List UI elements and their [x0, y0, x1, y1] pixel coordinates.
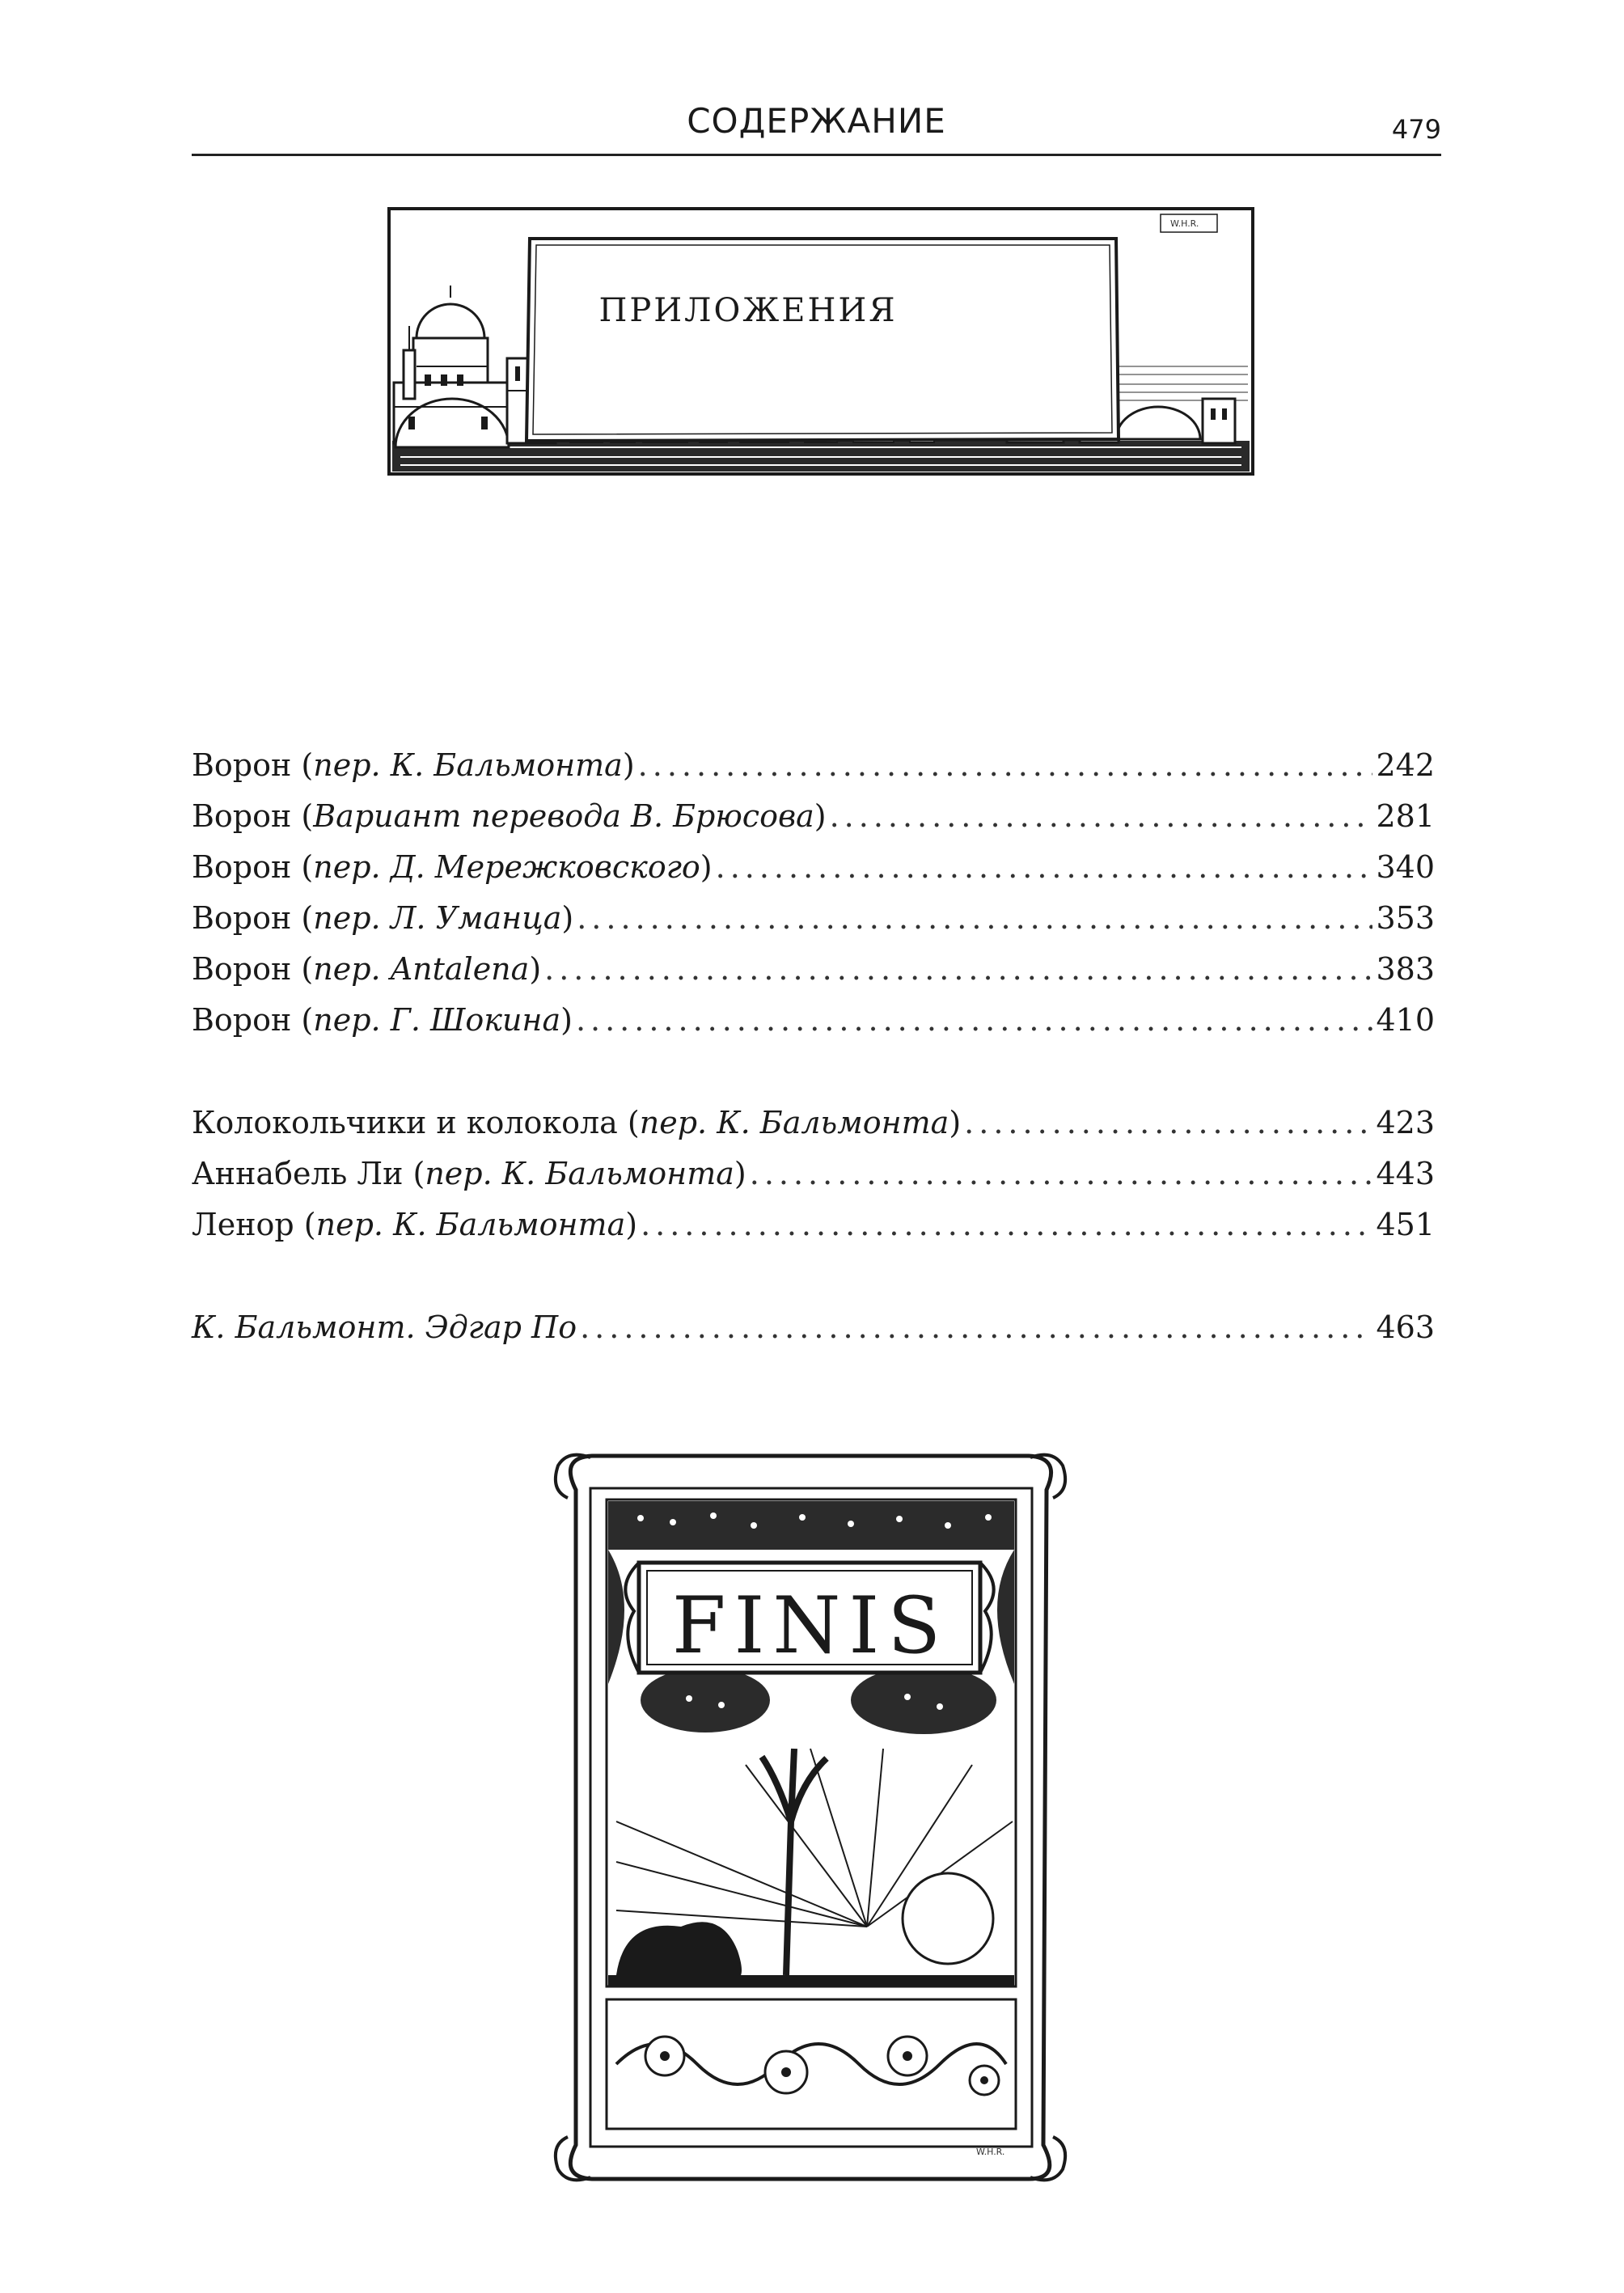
toc-entry-page: 443	[1376, 1156, 1435, 1191]
toc-entry-close: )	[625, 1207, 638, 1242]
toc-entry-close: )	[622, 747, 635, 783]
toc-entry-close: )	[814, 798, 827, 834]
toc-entry-title: Ворон (	[192, 900, 314, 936]
toc-entry[interactable]	[192, 1149, 1435, 1199]
running-title: СОДЕРЖАНИЕ	[687, 101, 946, 141]
toc-entry-page: 423	[1376, 1105, 1435, 1140]
dot-leader	[641, 1199, 1372, 1250]
toc-entry[interactable]	[192, 1098, 1435, 1149]
dot-leader	[580, 1302, 1372, 1353]
toc-group-raven	[192, 740, 1435, 1046]
toc-entry-close: )	[734, 1156, 746, 1191]
toc-entry-page: 383	[1376, 951, 1435, 987]
finis-illustration	[543, 1441, 1077, 2194]
toc-entry-page: 242	[1376, 747, 1435, 783]
table-of-contents	[192, 740, 1435, 1353]
toc-group-poems	[192, 1098, 1435, 1250]
toc-entry[interactable]	[192, 1302, 1435, 1353]
toc-entry-page: 451	[1376, 1207, 1435, 1242]
toc-entry-translator: пер. Antalena	[313, 951, 530, 987]
toc-entry[interactable]	[192, 995, 1435, 1046]
section-title: ПРИЛОЖЕНИЯ	[598, 292, 898, 329]
finis-word: FINIS	[671, 1580, 949, 1671]
toc-entry[interactable]	[192, 893, 1435, 944]
toc-entry-title: Аннабель Ли (	[192, 1156, 425, 1191]
toc-entry[interactable]	[192, 740, 1435, 791]
toc-entry-title: Колокольчики и колокола (	[192, 1105, 640, 1140]
toc-entry-translator: Вариант перевода В. Брюсова	[313, 798, 814, 834]
toc-entry-translator: пер. Л. Уманца	[313, 900, 562, 936]
toc-entry-page: 281	[1376, 798, 1435, 834]
toc-entry-title: Ленор (	[192, 1207, 316, 1242]
toc-entry-translator: пер. Г. Шокина	[313, 1002, 561, 1038]
toc-group-essay	[192, 1302, 1435, 1353]
toc-entry-close: )	[949, 1105, 962, 1140]
toc-entry-title: Ворон (	[192, 798, 314, 834]
toc-entry[interactable]	[192, 944, 1435, 995]
toc-entry-translator: пер. К. Бальмонта	[315, 1207, 626, 1242]
tailpiece-artist-monogram: W.H.R.	[976, 2147, 1005, 2157]
dot-leader	[750, 1149, 1373, 1199]
toc-entry-page: 340	[1376, 849, 1435, 885]
toc-entry-page: 410	[1376, 1002, 1435, 1038]
toc-entry-translator: пер. Д. Мережковского	[313, 849, 700, 885]
dot-leader	[964, 1098, 1372, 1149]
toc-entry-title: К. Бальмонт. Эдгар По	[192, 1309, 577, 1345]
section-headpiece	[384, 205, 1259, 481]
toc-entry[interactable]	[192, 842, 1435, 893]
toc-entry-close: )	[560, 1002, 573, 1038]
toc-entry-title: Ворон (	[192, 849, 314, 885]
toc-entry-translator: пер. К. Бальмонта	[639, 1105, 949, 1140]
dot-leader	[830, 791, 1373, 842]
city-panorama-illustration	[384, 205, 1259, 481]
dot-leader	[544, 944, 1372, 995]
toc-entry-title: Ворон (	[192, 951, 314, 987]
toc-entry-translator: пер. К. Бальмонта	[313, 747, 623, 783]
finis-tailpiece	[543, 1441, 1077, 2194]
dot-leader	[716, 842, 1373, 893]
page-number: 479	[1391, 114, 1441, 145]
toc-entry-translator: пер. К. Бальмонта	[425, 1156, 734, 1191]
toc-entry-page: 463	[1376, 1309, 1435, 1345]
dot-leader	[638, 740, 1373, 791]
toc-entry-close: )	[700, 849, 713, 885]
toc-entry[interactable]	[192, 791, 1435, 842]
toc-entry[interactable]	[192, 1199, 1435, 1250]
running-header	[192, 93, 1441, 156]
dot-leader	[577, 893, 1372, 944]
toc-entry-close: )	[529, 951, 542, 987]
toc-entry-close: )	[561, 900, 574, 936]
headpiece-artist-monogram: W.H.R.	[1170, 218, 1199, 229]
toc-entry-title: Ворон (	[192, 1002, 314, 1038]
toc-entry-title: Ворон (	[192, 747, 314, 783]
toc-entry-page: 353	[1376, 900, 1435, 936]
dot-leader	[576, 995, 1373, 1046]
